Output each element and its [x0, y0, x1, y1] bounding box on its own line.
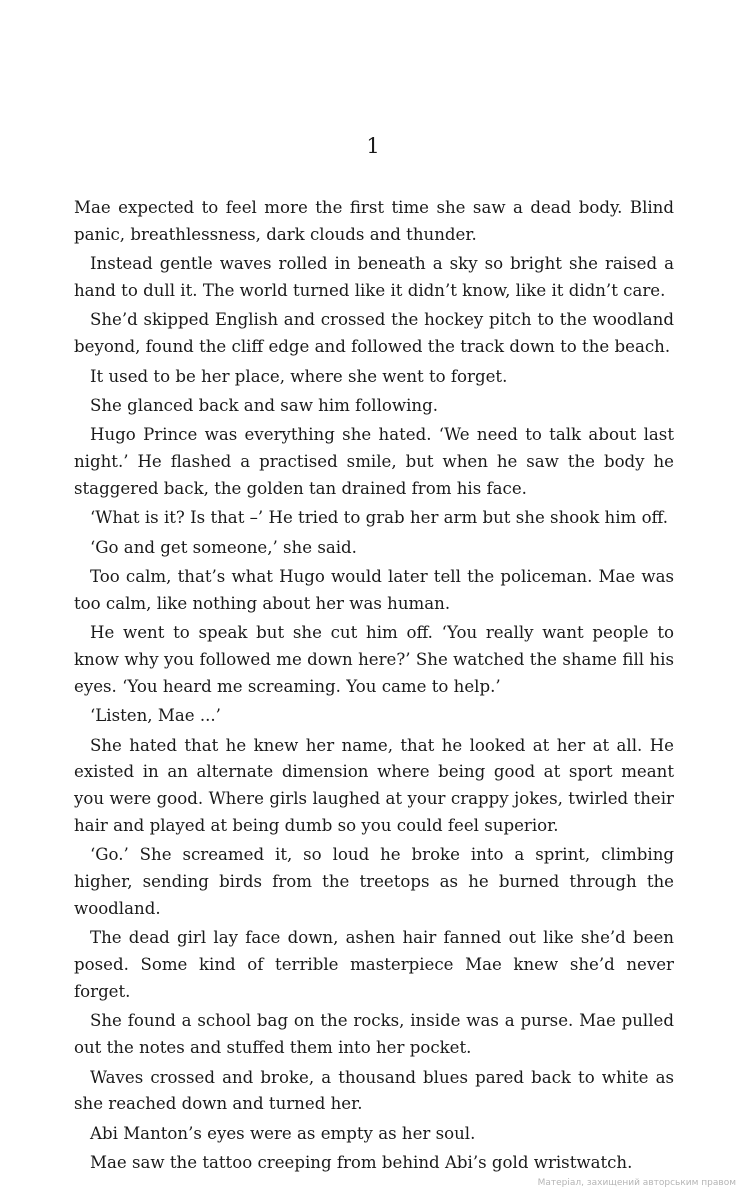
paragraph: ‘Go.’ She screamed it, so loud he broke into a sprint, climbing higher, sending birds from the treetops as he burned through the woodland. [74, 845, 674, 919]
paragraph: She’d skipped English and crossed the hockey pitch to the woodland beyond, found the cliff edge and followed the track down to the beach. [74, 310, 674, 357]
chapter-body [74, 195, 674, 1180]
chapter-number: 1 [366, 134, 380, 158]
paragraph: Mae expected to feel more the first time she saw a dead body. Blind panic, breathlessness, dark clouds and thunder. [74, 198, 674, 244]
paragraph: She glanced back and saw him following. [90, 395, 439, 415]
paragraph: The dead girl lay face down, ashen hair fanned out like she’d been posed. Some kind of terrible masterpiece Mae knew she’d never forget. [74, 928, 674, 1002]
paragraph: She hated that he knew her name, that he looked at her at all. He existed in an alternate dimension where being good at sport meant you were good. Where girls laughed at your crappy jokes, twirled their hair and played at being dumb so you could feel superior. [74, 735, 674, 836]
paragraph: Hugo Prince was everything she hated. ‘We need to talk about last night.’ He flashed a practised smile, but when he saw the body he staggered back, the golden tan drained from his face. [74, 425, 674, 498]
paragraph: Mae saw the tattoo creeping from behind Abi’s gold wristwatch. [90, 1153, 633, 1173]
paragraph: It used to be her place, where she went to forget. [90, 366, 508, 386]
paragraph: He went to speak but she cut him off. ‘You really want people to know why you followed me down here?’ She watched the shame fill his eyes. ‘You heard me screaming. You came to help.’ [74, 623, 674, 696]
paragraph: ‘Go and get someone,’ she said. [90, 537, 357, 557]
copyright-watermark: Матеріал, захищений авторським правом [537, 1178, 736, 1188]
paragraph: Too calm, that’s what Hugo would later tell the policeman. Mae was too calm, like nothing about her was human. [74, 567, 674, 613]
paragraph: ‘What is it? Is that –’ He tried to grab her arm but she shook him off. [90, 508, 669, 528]
paragraph: She found a school bag on the rocks, inside was a purse. Mae pulled out the notes and stuffed them into her pocket. [74, 1011, 674, 1058]
paragraph: Waves crossed and broke, a thousand blues pared back to white as she reached down and turned her. [74, 1067, 674, 1114]
paragraph: ‘Listen, Mae ...’ [90, 706, 221, 726]
paragraph: Instead gentle waves rolled in beneath a sky so bright she raised a hand to dull it. The world turned like it didn’t know, like it didn’t care. [74, 254, 674, 300]
paragraph: Abi Manton’s eyes were as empty as her soul. [90, 1123, 476, 1143]
